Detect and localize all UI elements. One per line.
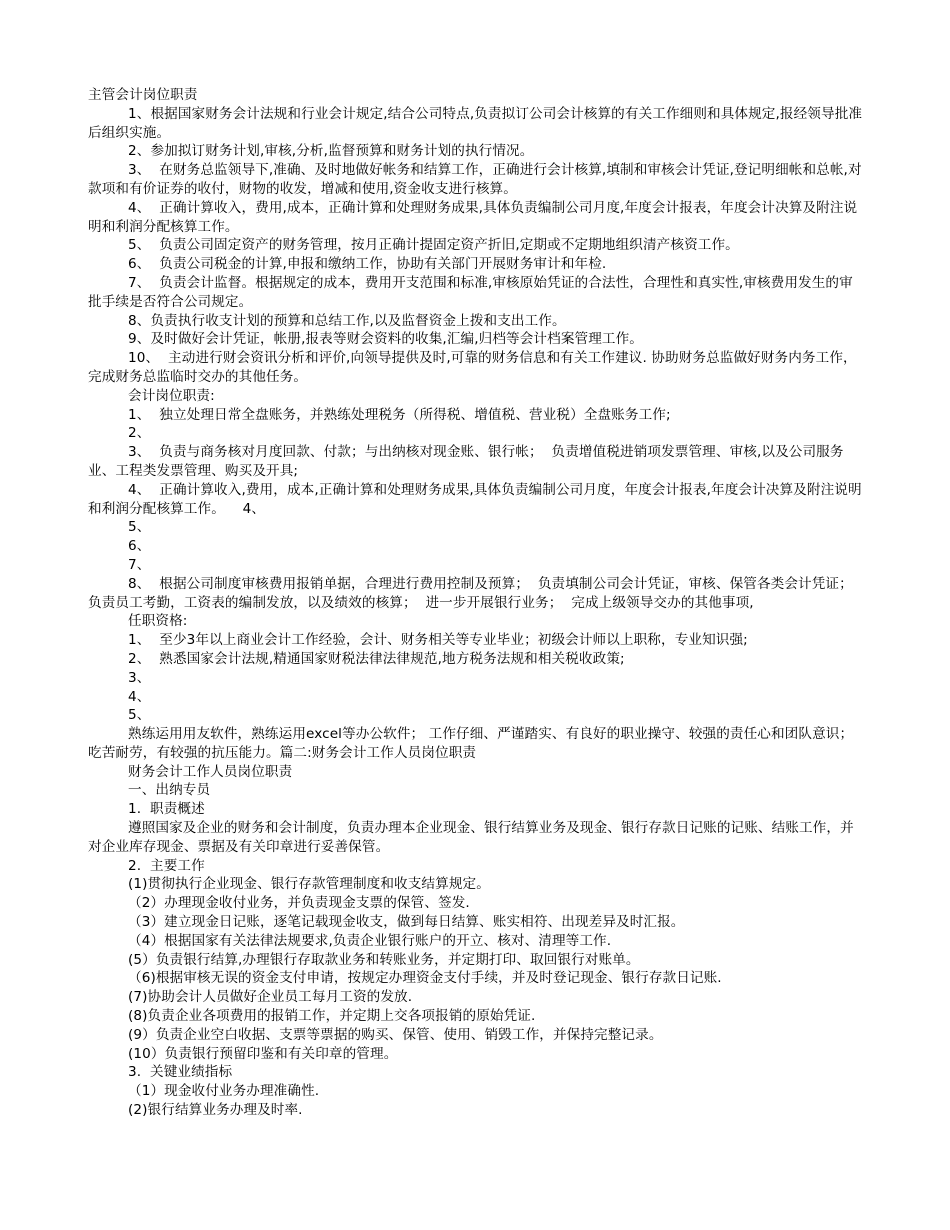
document-paragraph: 熟练运用用友软件，熟练运用excel等办公软件； 工作仔细、严谨踏实、有良好的职业操守、较强的责任心和团队意识； 吃苦耐劳，有较强的抗压能力。篇二:财务会计工作人员岗位职责 (88, 726, 862, 761)
document-paragraph: 7、 负责会计监督。根据规定的成本，费用开支范围和标准,审核原始凭证的合法性，合理性和真实性,审核费用发生的审批手续是否符合公司规定。 (88, 274, 853, 310)
document-paragraph: 1、 独立处理日常全盘账务，并熟练处理税务（所得税、增值税、营业税）全盘账务工作; (128, 406, 671, 423)
document-title: 主管会计岗位职责 (88, 87, 198, 103)
document-paragraph: 6、 负责公司税金的计算,申报和缴纳工作，协助有关部门开展财务审计和年检. (128, 256, 607, 273)
document-paragraph: 5、 (128, 707, 151, 724)
document-paragraph: 4、 正确计算收入，费用,成本，正确计算和处理财务成果,具体负责编制公司月度,年度会计报表，年度会计决算及附注说明和利润分配核算工作。 (88, 199, 858, 235)
document-paragraph: 1、根据国家财务会计法规和行业会计规定,结合公司特点,负责拟订公司会计核算的有关工作细则和具体规定,报经领导批准后组织实施。 (88, 105, 863, 141)
document-paragraph: 一、出纳专员 (128, 782, 211, 799)
document-paragraph: 任职资格: (128, 613, 188, 630)
document-paragraph: 7、 (128, 556, 151, 573)
document-paragraph: 3、 (128, 669, 151, 686)
document-paragraph: 2、 熟悉国家会计法规,精通国家财税法律法律规范,地方税务法规和相关税收政策; (128, 650, 625, 667)
document-paragraph: 2. 主要工作 (128, 857, 205, 874)
document-paragraph: 10、 主动进行财会资讯分析和评价,向领导提供及时,可靠的财务信息和有关工作建议. 协助财务总监做好财务内务工作，完成财务总监临时交办的其他任务。 (88, 350, 857, 385)
document-paragraph: 8、负责执行收支计划的预算和总结工作,以及监督资金上拨和支出工作。 (128, 312, 566, 329)
document-paragraph: （1）现金收付业务办理准确性. (128, 1083, 320, 1100)
document-paragraph: （3）建立现金日记账，逐笔记载现金收支，做到每日结算、账实相符、出现差异及时汇报。 (128, 914, 685, 931)
document-paragraph: 3、 在财务总监领导下,准确、及时地做好帐务和结算工作，正确进行会计核算,填制和审核会计凭证,登记明细帐和总帐,对款项和有价证券的收付，财物的收发，增减和使用,资金收支进行核算。 (88, 162, 862, 197)
document-paragraph: (2)银行结算业务办理及时率. (128, 1102, 303, 1119)
document-paragraph: (5）负责银行结算,办理银行存取款业务和转账业务，并定期打印、取回银行对账单。 (128, 951, 640, 968)
document-paragraph: 4、 正确计算收入,费用，成本,正确计算和处理财务成果,具体负责编制公司月度，年度会计报表,年度会计决算及附注说明和利润分配核算工作。 4、 (88, 481, 862, 517)
document-paragraph: （2）办理现金收付业务，并负责现金支票的保管、签发. (128, 895, 470, 912)
document-paragraph: (9）负责企业空白收据、支票等票据的购买、保管、使用、销毁工作，并保持完整记录。 (128, 1026, 663, 1043)
document-paragraph: 5、 (128, 519, 151, 536)
document-paragraph: (8)负责企业各项费用的报销工作，并定期上交各项报销的原始凭证. (128, 1008, 536, 1025)
document-paragraph: (10）负责银行预留印鉴和有关印章的管理。 (128, 1045, 398, 1062)
document-paragraph: 8、 根据公司制度审核费用报销单据，合理进行费用控制及预算； 负责填制公司会计凭证，审核、保管各类会计凭证； 负责员工考勤，工资表的编制发放，以及绩效的核算； 进一步开展银行业务； 完成上级领导交办的其他事项, (88, 575, 858, 611)
document-paragraph: 9、及时做好会计凭证，帐册,报表等财会资料的收集,汇编,归档等会计档案管理工作。 (128, 331, 643, 348)
document-paragraph: 会计岗位职责: (128, 387, 215, 404)
document-paragraph: 1、 至少3年以上商业会计工作经验，会计、财务相关等专业毕业；初级会计师以上职称，专业知识强; (128, 632, 748, 649)
document-paragraph: 遵照国家及企业的财务和会计制度，负责办理本企业现金、银行结算业务及现金、银行存款日记账的记账、结账工作，并对企业库存现金、票据及有关印章进行妥善保管。 (88, 820, 854, 855)
document-paragraph: 财务会计工作人员岗位职责 (128, 763, 293, 780)
document-body (88, 105, 863, 1120)
document-page (88, 86, 863, 1120)
document-paragraph: (1)贯彻执行企业现金、银行存款管理制度和收支结算规定。 (128, 876, 490, 893)
document-paragraph: 5、 负责公司固定资产的财务管理，按月正确计提固定资产折旧,定期或不定期地组织清产核资工作。 (128, 237, 739, 254)
document-paragraph: （4）根据国家有关法律法规要求,负责企业银行账户的开立、核对、清理等工作. (128, 932, 612, 949)
document-paragraph: (7)协助会计人员做好企业员工每月工资的发放. (128, 989, 413, 1006)
document-paragraph: （6)根据审核无误的资金支付申请，按规定办理资金支付手续，并及时登记现金、银行存款日记账. (128, 970, 722, 987)
document-paragraph: 1. 职责概述 (128, 801, 205, 818)
document-paragraph: 2、参加拟订财务计划,审核,分析,监督预算和财务计划的执行情况。 (128, 143, 534, 160)
document-paragraph: 3、 负责与商务核对月度回款、付款；与出纳核对现金账、银行帐； 负责增值税进销项发票管理、审核,以及公司服务业、工程类发票管理、购买及开具; (88, 444, 844, 479)
document-paragraph: 3. 关键业绩指标 (128, 1064, 233, 1081)
document-paragraph: 6、 (128, 538, 151, 555)
document-paragraph: 2、 (128, 425, 151, 442)
document-paragraph: 4、 (128, 688, 151, 705)
